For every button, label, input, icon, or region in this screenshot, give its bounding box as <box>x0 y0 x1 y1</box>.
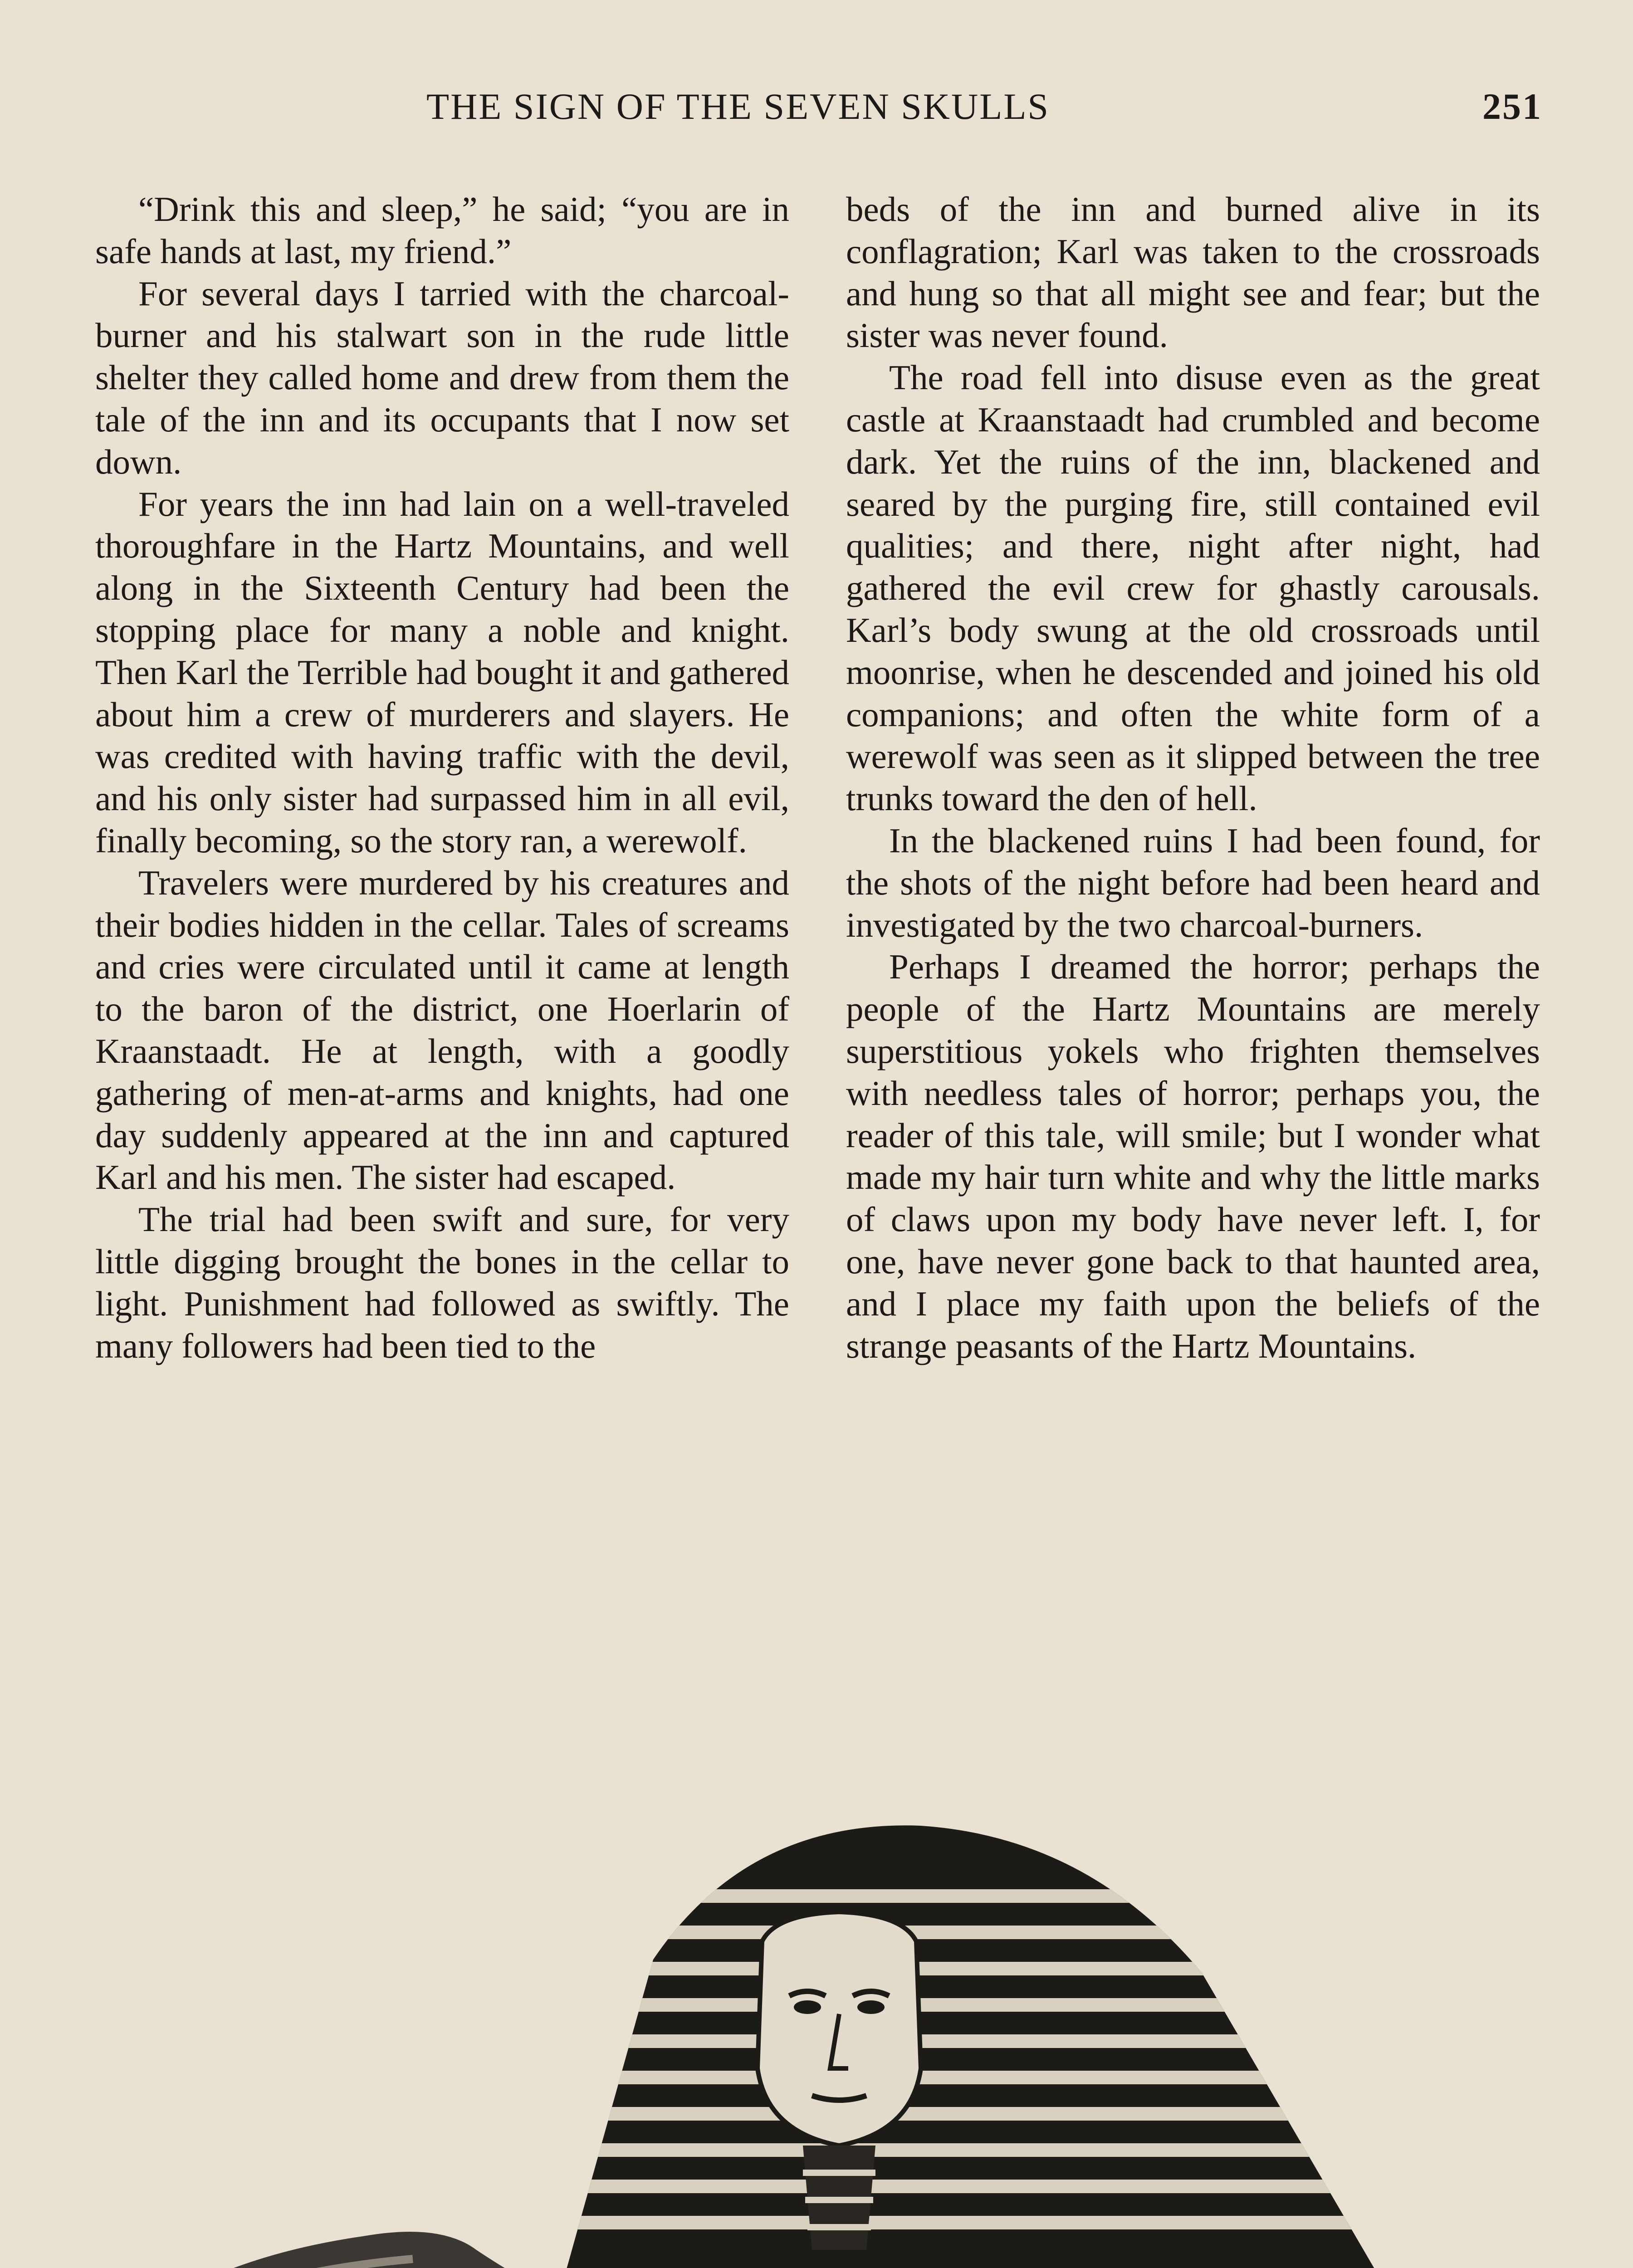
sphinx-face <box>758 1912 921 2146</box>
sphinx-body <box>104 2232 567 2268</box>
paragraph: “Drink this and sleep,” he said; “you are in safe hands at last, my friend.” <box>95 190 789 271</box>
right-text-column <box>846 188 1540 1367</box>
paragraph: For years the inn had lain on a well-traveled thoroughfare in the Hartz Mountains, and well along in the Sixteenth Century had been the stopping place for many a noble and knight. Then Karl the Terrible had bought it and gathered about him a crew of murderers and slayers. He was credited with having traffic with the devil, and his only sister had surpassed him in all evil, finally becoming, so the story ran, a werewolf. <box>95 484 789 860</box>
paragraph: Perhaps I dreamed the horror; perhaps the people of the Hartz Mountains are merely superstitious yokels who frighten themselves with needless tales of horror; perhaps you, the reader of this tale, will smile; but I wonder what made my hair turn white and why the little marks of claws upon my body have never left. I, for one, have never gone back to that haunted area, and I place my faith upon the beliefs of the strange peasants of the Hartz Mountains. <box>846 947 1540 1365</box>
paragraph: Travelers were murdered by his creatures and their bodies hidden in the cellar. Tales of screams and cries were circulated until it came at length to the baron of the district, one Hoerlarin of Kraanstaadt. He at length, with a goodly gathering of men-at-arms and knights, had one day suddenly appeared at the inn and captured Karl and his men. The sister had escaped. <box>95 863 789 1197</box>
running-title: THE SIGN OF THE SEVEN SKULLS <box>426 86 1050 127</box>
left-text-column <box>95 188 789 1367</box>
running-header <box>426 85 1542 135</box>
paragraph: For several days I tarried with the charcoal-burner and his stalwart son in the rude little shelter they called home and drew from them the tale of the inn and its occupants that I now set down. <box>95 274 789 481</box>
page-number: 251 <box>1482 86 1542 127</box>
paragraph: The road fell into disuse even as the great castle at Kraanstaadt had crumbled and become dark. Yet the ruins of the inn, blackened and seared by the purging fire, still contained evil qualities; and there, night after night, had gathered the evil crew for ghastly carousals. Karl’s body swung at the old crossroads until moonrise, when he descended and joined his old companions; and often the white form of a werewolf was seen as it slipped between the tree trunks toward the den of hell. <box>846 358 1540 818</box>
paragraph: In the blackened ruins I had been found, for the shots of the night before had been heard and investigated by the two charcoal-burners. <box>846 821 1540 944</box>
sphinx-illustration <box>68 1814 1542 2268</box>
paragraph: beds of the inn and burned alive in its conflagration; Karl was taken to the crossroads and hung so that all might see and fear; but the sister was never found. <box>846 190 1540 355</box>
paragraph: The trial had been swift and sure, for very little digging brought the bones in the cellar to light. Punishment had followed as swiftly. The many followers had been tied to the <box>95 1200 789 1365</box>
